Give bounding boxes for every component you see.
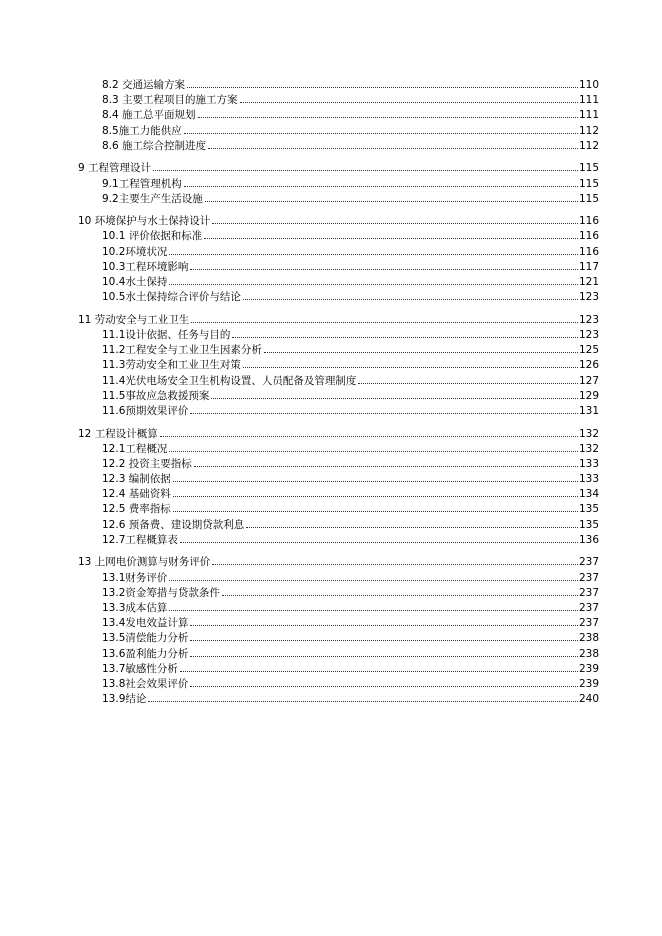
toc-entry-title: 10 环境保护与水土保持设计 [78,215,211,228]
dot-leader [169,254,578,255]
toc-entry-title: 12.4 基础资料 [102,488,171,501]
toc-subsection-entry[interactable] [0,586,662,601]
toc-subsection-entry[interactable] [0,229,662,244]
toc-page-number: 115 [578,192,599,205]
dot-leader [169,284,578,285]
toc-entry-title: 11.2工程安全与工业卫生因素分析 [102,344,262,357]
toc-entry-title: 10.1 评价依据和标准 [102,230,203,243]
toc-subsection-entry[interactable] [0,192,662,207]
toc-subsection-entry[interactable] [0,260,662,275]
toc-subsection-entry[interactable] [0,487,662,502]
toc-section-entry[interactable] [0,555,662,570]
toc-entry-title: 13.7敏感性分析 [102,662,178,675]
toc-subsection-entry[interactable] [0,662,662,677]
dot-leader [184,186,578,187]
toc-page-number: 115 [578,162,599,175]
toc-page-number: 116 [578,215,599,228]
dot-leader [205,201,578,202]
toc-subsection-entry[interactable] [0,692,662,707]
toc-entry-title: 13.1财务评价 [102,571,168,584]
toc-subsection-entry[interactable] [0,404,662,419]
toc-page-number: 112 [578,139,599,152]
dot-leader [211,398,578,399]
toc-page-number: 117 [578,260,599,273]
dot-leader [190,640,578,641]
toc-page-number: 123 [578,328,599,341]
toc-page-number: 116 [578,230,599,243]
toc-page-number: 111 [578,94,599,107]
toc-entry-title: 8.5施工力能供应 [102,124,182,137]
toc-entry-title: 12.1工程概况 [102,442,168,455]
toc-entry-title: 13.4发电效益计算 [102,617,189,630]
toc-subsection-entry[interactable] [0,290,662,305]
dot-leader [190,686,578,687]
dot-leader [173,511,578,512]
dot-leader [232,337,578,338]
toc-page-number: 238 [578,632,599,645]
toc-subsection-entry[interactable] [0,616,662,631]
toc-subsection-entry[interactable] [0,502,662,517]
toc-page-number: 111 [578,109,599,122]
toc-subsection-entry[interactable] [0,533,662,548]
toc-subsection-entry[interactable] [0,601,662,616]
toc-entry-title: 10.3工程环境影响 [102,260,189,273]
toc-subsection-entry[interactable] [0,571,662,586]
dot-leader [198,117,578,118]
dot-leader [358,383,578,384]
dot-leader [246,527,578,528]
toc-subsection-entry[interactable] [0,647,662,662]
toc-entry-title: 12 工程设计概算 [78,427,158,440]
toc-subsection-entry[interactable] [0,677,662,692]
toc-section-entry[interactable] [0,427,662,442]
toc-entry-title: 12.7工程概算表 [102,533,178,546]
toc-page-number: 132 [578,427,599,440]
toc-page-number: 121 [578,276,599,289]
toc-subsection-entry[interactable] [0,457,662,472]
toc-entry-title: 13.3成本估算 [102,601,168,614]
toc-entry-title: 11 劳动安全与工业卫生 [78,313,190,326]
dot-leader [222,595,578,596]
toc-page-number: 135 [578,518,599,531]
toc-entry-title: 11.5事故应急救援预案 [102,389,210,402]
toc-page-number: 116 [578,245,599,258]
toc-page-number: 134 [578,488,599,501]
toc-page-number: 237 [578,601,599,614]
toc-subsection-entry[interactable] [0,358,662,373]
toc-page-number: 132 [578,442,599,455]
dot-leader [191,322,578,323]
toc-entry-title: 11.3劳动安全和工业卫生对策 [102,359,241,372]
dot-leader [184,133,578,134]
toc-entry-title: 10.5水土保持综合评价与结论 [102,291,241,304]
toc-subsection-entry[interactable] [0,442,662,457]
toc-entry-title: 11.1设计依据、任务与目的 [102,328,231,341]
toc-page-number: 239 [578,677,599,690]
toc-entry-title: 11.6预期效果评价 [102,404,189,417]
toc-page-number: 135 [578,503,599,516]
toc-page-number: 127 [578,374,599,387]
toc-page-number: 133 [578,473,599,486]
dot-leader [169,451,578,452]
dot-leader [243,299,578,300]
toc-entry-title: 8.6 施工综合控制进度 [102,139,207,152]
dot-leader [160,436,578,437]
toc-entry-title: 13.5清偿能力分析 [102,632,189,645]
toc-subsection-entry[interactable] [0,78,662,93]
toc-entry-title: 13.2资金筹措与贷款条件 [102,586,220,599]
dot-leader [148,701,578,702]
dot-leader [169,580,578,581]
toc-subsection-entry[interactable] [0,328,662,343]
table-of-contents [0,78,662,707]
toc-entry-title: 8.4 施工总平面规划 [102,109,196,122]
dot-leader [169,610,578,611]
dot-leader [243,367,578,368]
toc-page-number: 129 [578,389,599,402]
dot-leader [153,170,578,171]
toc-page-number: 237 [578,586,599,599]
toc-page-number: 123 [578,313,599,326]
dot-leader [190,656,578,657]
toc-entry-title: 8.3 主要工程项目的施工方案 [102,94,238,107]
toc-page-number: 237 [578,571,599,584]
toc-page-number: 110 [578,79,599,91]
toc-page-number: 133 [578,457,599,470]
dot-leader [190,269,578,270]
toc-entry-title: 10.2环境状况 [102,245,168,258]
toc-page-number: 125 [578,344,599,357]
toc-page-number: 131 [578,404,599,417]
toc-entry-title: 10.4水土保持 [102,276,168,289]
toc-subsection-entry[interactable] [0,518,662,533]
dot-leader [264,352,578,353]
toc-subsection-entry[interactable] [0,245,662,260]
toc-page-number: 126 [578,359,599,372]
toc-page-number: 238 [578,647,599,660]
dot-leader [194,466,578,467]
toc-page-number: 239 [578,662,599,675]
toc-section-entry[interactable] [0,214,662,229]
toc-subsection-entry[interactable] [0,108,662,123]
toc-entry-title: 11.4光伏电场安全卫生机构设置、人员配备及管理制度 [102,374,357,387]
toc-entry-title: 13.8社会效果评价 [102,677,189,690]
toc-entry-title: 13.9结论 [102,693,147,706]
toc-entry-title: 12.3 编制依据 [102,473,171,486]
toc-entry-title: 12.5 费率指标 [102,503,171,516]
toc-subsection-entry[interactable] [0,631,662,646]
toc-page-number: 237 [578,556,599,569]
toc-subsection-entry[interactable] [0,389,662,404]
toc-entry-title: 12.6 预备费、建设期贷款利息 [102,518,245,531]
toc-entry-title: 9.1工程管理机构 [102,177,182,190]
toc-subsection-entry[interactable] [0,472,662,487]
toc-page-number: 237 [578,617,599,630]
dot-leader [173,496,578,497]
toc-subsection-entry[interactable] [0,177,662,192]
dot-leader [187,87,578,88]
toc-entry-title: 8.2 交通运输方案 [102,79,186,91]
toc-page-number: 115 [578,177,599,190]
toc-subsection-entry[interactable] [0,93,662,108]
dot-leader [173,481,578,482]
dot-leader [212,564,578,565]
toc-subsection-entry[interactable] [0,124,662,139]
toc-entry-title: 13 上网电价测算与财务评价 [78,556,211,569]
dot-leader [180,671,578,672]
dot-leader [208,148,578,149]
toc-page-number: 240 [578,693,599,706]
toc-subsection-entry[interactable] [0,343,662,358]
dot-leader [240,102,578,103]
toc-page-number: 112 [578,124,599,137]
toc-page-number: 123 [578,291,599,304]
dot-leader [190,413,578,414]
dot-leader [180,542,578,543]
dot-leader [204,238,578,239]
toc-entry-title: 12.2 投资主要指标 [102,457,192,470]
toc-subsection-entry[interactable] [0,275,662,290]
toc-entry-title: 13.6盈利能力分析 [102,647,189,660]
toc-entry-title: 9 工程管理设计 [78,162,152,175]
dot-leader [212,223,578,224]
toc-section-entry[interactable] [0,161,662,176]
toc-subsection-entry[interactable] [0,139,662,154]
toc-subsection-entry[interactable] [0,374,662,389]
toc-entry-title: 9.2主要生产生活设施 [102,192,203,205]
dot-leader [190,625,578,626]
toc-page-number: 136 [578,533,599,546]
toc-section-entry[interactable] [0,313,662,328]
